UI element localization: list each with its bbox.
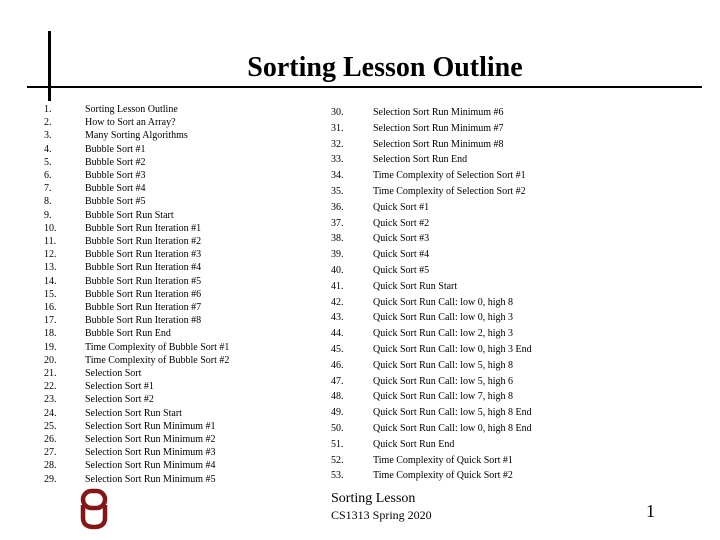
outline-item-number: 33. <box>331 154 344 166</box>
outline-item-text: Time Complexity of Bubble Sort #2 <box>85 354 230 366</box>
outline-item <box>44 143 229 156</box>
outline-item-text: Bubble Sort #5 <box>85 196 146 208</box>
outline-item <box>331 184 532 200</box>
outline-item <box>331 295 532 311</box>
outline-item-text: Quick Sort Run Start <box>373 280 458 292</box>
outline-item-number: 47. <box>331 375 344 387</box>
outline-item <box>44 182 229 195</box>
outline-item-text: Selection Sort Run End <box>373 154 468 166</box>
outline-item-text: Time Complexity of Quick Sort #1 <box>373 454 513 466</box>
outline-item-text: Time Complexity of Bubble Sort #1 <box>85 341 230 353</box>
outline-item-text: Quick Sort #4 <box>373 249 430 261</box>
outline-item-number: 34. <box>331 170 344 182</box>
outline-item <box>331 374 532 390</box>
outline-item <box>331 326 532 342</box>
outline-item <box>331 421 532 437</box>
outline-item-number: 18. <box>44 328 57 340</box>
outline-item-number: 8. <box>44 196 52 208</box>
outline-item-text: Selection Sort Run Minimum #6 <box>373 107 504 118</box>
outline-item <box>331 310 532 326</box>
outline-item-text: How to Sort an Array? <box>85 117 176 129</box>
outline-item-number: 37. <box>331 217 344 229</box>
outline-item-number: 17. <box>44 315 57 327</box>
outline-item-number: 27. <box>44 447 57 459</box>
outline-item-text: Quick Sort #1 <box>373 201 430 213</box>
footer-course: CS1313 Spring 2020 <box>331 508 432 522</box>
outline-item <box>44 433 229 446</box>
outline-item-text: Bubble Sort Run End <box>85 328 171 340</box>
outline-item <box>44 354 229 367</box>
outline-item <box>331 279 532 295</box>
outline-item <box>44 341 229 354</box>
outline-item <box>44 103 229 116</box>
outline-item-number: 14. <box>44 275 57 287</box>
outline-item-number: 39. <box>331 249 344 261</box>
outline-item-text: Bubble Sort #3 <box>85 170 146 182</box>
outline-item-text: Bubble Sort #1 <box>85 143 146 155</box>
outline-item-text: Quick Sort #2 <box>373 217 430 229</box>
ou-logo-icon <box>76 488 112 530</box>
outline-item <box>331 247 532 263</box>
outline-item-number: 2. <box>44 117 52 129</box>
outline-item <box>44 314 229 327</box>
outline-item-text: Selection Sort Run Minimum #8 <box>373 138 504 150</box>
outline-item-text: Time Complexity of Quick Sort #2 <box>373 470 513 482</box>
outline-item <box>331 105 532 121</box>
outline-item-number: 15. <box>44 288 57 300</box>
outline-item <box>44 116 229 129</box>
outline-item-number: 5. <box>44 156 52 168</box>
outline-item-text: Bubble Sort #2 <box>85 156 146 168</box>
outline-item-number: 52. <box>331 454 344 466</box>
outline-item-number: 13. <box>44 262 57 274</box>
outline-item-number: 1. <box>44 104 52 115</box>
outline-item-number: 12. <box>44 249 57 261</box>
outline-item <box>44 169 229 182</box>
outline-item <box>44 261 229 274</box>
outline-item-number: 9. <box>44 209 52 221</box>
outline-item-number: 46. <box>331 359 344 371</box>
outline-item-text: Selection Sort Run Start <box>85 407 182 419</box>
outline-item <box>331 121 532 137</box>
slide-title: Sorting Lesson Outline <box>247 52 523 83</box>
outline-item-text: Sorting Lesson Outline <box>85 104 178 115</box>
outline-item-number: 41. <box>331 280 344 292</box>
outline-item-text: Bubble Sort Run Iteration #1 <box>85 222 202 234</box>
outline-item-text: Quick Sort Run Call: low 0, high 8 <box>373 296 513 308</box>
outline-item-number: 38. <box>331 233 344 245</box>
outline-item <box>44 407 229 420</box>
outline-item <box>44 129 229 142</box>
outline-item-text: Bubble Sort Run Iteration #5 <box>85 275 202 287</box>
outline-list-left <box>44 103 229 486</box>
outline-item-number: 42. <box>331 296 344 308</box>
outline-item-number: 48. <box>331 391 344 403</box>
outline-item-text: Quick Sort Run Call: low 5, high 8 End <box>373 407 532 419</box>
outline-item-number: 20. <box>44 354 57 366</box>
outline-item-text: Selection Sort Run Minimum #1 <box>85 420 216 432</box>
footer-lesson-title: Sorting Lesson <box>331 491 416 506</box>
outline-item-number: 11. <box>44 236 57 248</box>
outline-item <box>44 420 229 433</box>
title-horizontal-rule <box>27 86 702 88</box>
outline-item <box>331 263 532 279</box>
outline-item-number: 4. <box>44 143 52 155</box>
outline-item-number: 44. <box>331 328 344 340</box>
outline-item <box>44 288 229 301</box>
outline-item <box>331 468 532 484</box>
outline-item-number: 50. <box>331 422 344 434</box>
outline-item <box>331 200 532 216</box>
outline-item-number: 25. <box>44 420 57 432</box>
outline-item-text: Quick Sort #3 <box>373 233 430 245</box>
outline-item-text: Selection Sort Run Minimum #5 <box>85 473 216 485</box>
outline-item <box>44 327 229 340</box>
outline-item-number: 23. <box>44 394 57 406</box>
outline-item <box>44 275 229 288</box>
outline-item-text: Bubble Sort Run Iteration #6 <box>85 288 202 300</box>
outline-item <box>331 137 532 153</box>
outline-item-number: 53. <box>331 470 344 482</box>
outline-item <box>44 367 229 380</box>
outline-item-text: Quick Sort Run Call: low 7, high 8 <box>373 391 513 403</box>
outline-item-number: 24. <box>44 407 57 419</box>
outline-item-text: Selection Sort <box>85 368 142 380</box>
outline-item-number: 32. <box>331 138 344 150</box>
outline-item-text: Quick Sort Run Call: low 2, high 3 <box>373 328 513 340</box>
outline-item-number: 7. <box>44 183 52 195</box>
outline-item <box>44 222 229 235</box>
outline-item <box>44 393 229 406</box>
outline-list-right <box>331 105 532 484</box>
outline-item <box>331 168 532 184</box>
outline-item <box>44 380 229 393</box>
outline-item <box>44 248 229 261</box>
outline-item <box>331 152 532 168</box>
outline-item-number: 45. <box>331 343 344 355</box>
page-number: 1 <box>646 501 655 521</box>
outline-item-number: 29. <box>44 473 57 485</box>
outline-item-number: 19. <box>44 341 57 353</box>
outline-item-number: 3. <box>44 130 52 142</box>
outline-item-text: Many Sorting Algorithms <box>85 130 188 142</box>
outline-item-text: Selection Sort Run Minimum #3 <box>85 447 216 459</box>
outline-item-text: Time Complexity of Selection Sort #2 <box>373 185 526 197</box>
outline-item-text: Bubble Sort #4 <box>85 183 146 195</box>
outline-item-number: 30. <box>331 107 344 118</box>
outline-item-text: Time Complexity of Selection Sort #1 <box>373 170 526 182</box>
outline-item <box>331 216 532 232</box>
outline-item-text: Selection Sort Run Minimum #4 <box>85 460 216 472</box>
outline-item-number: 21. <box>44 368 57 380</box>
outline-item-number: 36. <box>331 201 344 213</box>
outline-item <box>44 156 229 169</box>
outline-item-text: Bubble Sort Run Iteration #4 <box>85 262 202 274</box>
outline-item <box>44 209 229 222</box>
outline-item-number: 10. <box>44 222 57 234</box>
outline-item <box>44 235 229 248</box>
outline-item <box>44 473 229 486</box>
outline-item-text: Selection Sort Run Minimum #7 <box>373 122 504 134</box>
outline-item-text: Bubble Sort Run Iteration #8 <box>85 315 202 327</box>
outline-item <box>331 342 532 358</box>
outline-item <box>44 195 229 208</box>
outline-item <box>331 231 532 247</box>
outline-item-text: Selection Sort Run Minimum #2 <box>85 434 216 446</box>
outline-item <box>331 437 532 453</box>
outline-item-text: Quick Sort Run Call: low 5, high 8 <box>373 359 513 371</box>
outline-item-number: 35. <box>331 185 344 197</box>
outline-item-text: Quick Sort Run Call: low 0, high 3 <box>373 312 513 324</box>
outline-item <box>44 459 229 472</box>
outline-item-text: Bubble Sort Run Iteration #3 <box>85 249 202 261</box>
outline-item <box>44 301 229 314</box>
outline-item-text: Quick Sort #5 <box>373 264 430 276</box>
outline-item-text: Quick Sort Run Call: low 0, high 8 End <box>373 422 532 434</box>
outline-item-text: Selection Sort #1 <box>85 381 154 393</box>
outline-item-number: 6. <box>44 170 52 182</box>
outline-item-text: Quick Sort Run Call: low 0, high 3 End <box>373 343 532 355</box>
outline-item <box>331 389 532 405</box>
outline-item <box>331 358 532 374</box>
outline-item-text: Quick Sort Run End <box>373 438 455 450</box>
outline-item-number: 31. <box>331 122 344 134</box>
outline-item-number: 22. <box>44 381 57 393</box>
outline-item-number: 49. <box>331 407 344 419</box>
outline-item-number: 16. <box>44 302 57 314</box>
outline-item-number: 26. <box>44 434 57 446</box>
outline-item-number: 43. <box>331 312 344 324</box>
outline-item <box>331 405 532 421</box>
outline-item <box>331 453 532 469</box>
outline-item-number: 51. <box>331 438 344 450</box>
outline-item-text: Bubble Sort Run Start <box>85 209 174 221</box>
outline-item-text: Quick Sort Run Call: low 5, high 6 <box>373 375 513 387</box>
outline-item <box>44 446 229 459</box>
outline-item-text: Bubble Sort Run Iteration #2 <box>85 236 202 248</box>
outline-item-text: Selection Sort #2 <box>85 394 154 406</box>
outline-item-number: 28. <box>44 460 57 472</box>
outline-item-number: 40. <box>331 264 344 276</box>
outline-item-text: Bubble Sort Run Iteration #7 <box>85 302 202 314</box>
